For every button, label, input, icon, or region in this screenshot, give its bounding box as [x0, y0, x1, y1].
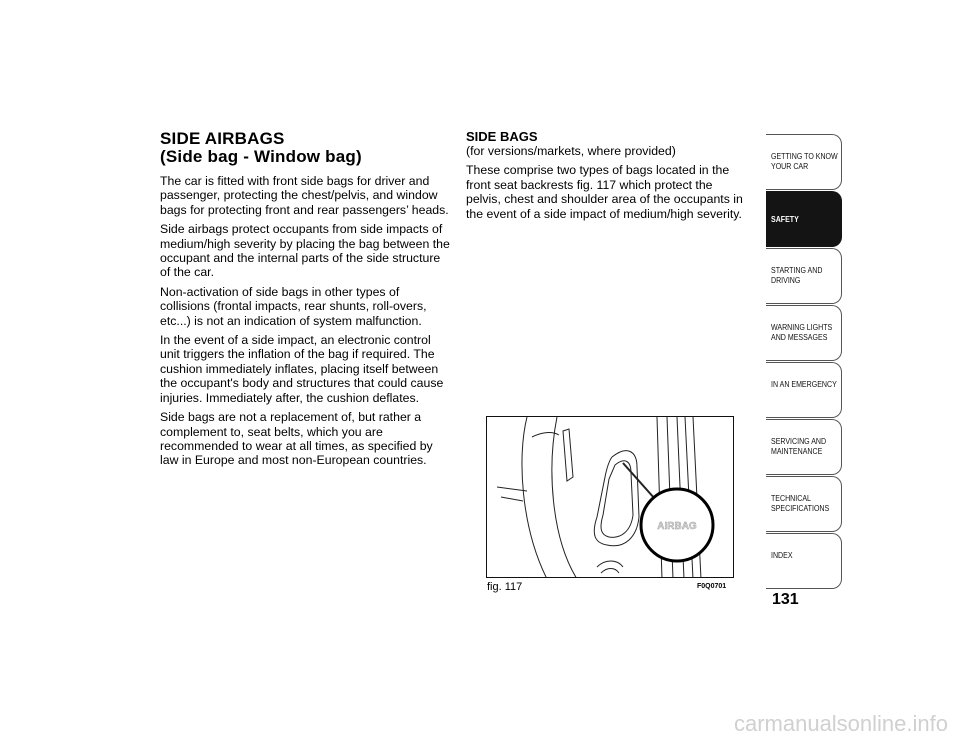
tab-technical-specifications[interactable]	[766, 476, 842, 532]
section-title-line1: SIDE AIRBAGS	[160, 129, 285, 148]
left-column	[160, 130, 450, 473]
tab-label: SERVICING AND MAINTENANCE	[771, 436, 827, 456]
paragraph: The car is fitted with front side bags for driver and passenger, protecting the chest/pelvis, and window bags for protecting front and rear passengers’ heads.	[160, 174, 449, 217]
paragraph: Side bags are not a replacement of, but rather a complement to, seat belts, which you are recommended to wear at all times, as specified by law in Europe and most non-European countries.	[160, 410, 433, 468]
watermark: carmanualsonline.info	[733, 711, 948, 736]
airbag-label: AIRBAG	[657, 521, 697, 532]
tab-getting-to-know-your-car[interactable]	[766, 134, 842, 190]
paragraph: Side airbags protect occupants from side impacts of medium/high severity by placing the bag between the occupant and the internal parts of the side structure of the car.	[160, 222, 450, 280]
tab-warning-lights-and-messages[interactable]	[766, 305, 842, 361]
tab-label: SAFETY	[771, 214, 799, 224]
paragraph: Non-activation of side bags in other types of collisions (frontal impacts, rear shunts, roll-overs, etc...) is not an indication of system malfunction.	[160, 284, 427, 328]
tab-starting-and-driving[interactable]	[766, 248, 842, 304]
chapter-tabs	[766, 134, 842, 590]
figure-seat-airbag	[486, 416, 734, 578]
figure-caption: fig. 117	[487, 581, 523, 593]
tab-safety[interactable]	[766, 191, 842, 247]
figure-code: F0Q0701	[697, 583, 727, 590]
tab-label: WARNING LIGHTS AND MESSAGES	[771, 322, 833, 342]
tab-label: GETTING TO KNOW YOUR CAR	[771, 151, 838, 171]
tab-index[interactable]	[766, 533, 842, 589]
tab-servicing-and-maintenance[interactable]	[766, 419, 842, 475]
versions-note: (for versions/markets, where provided)	[466, 144, 676, 158]
seat-illustration	[487, 417, 734, 578]
paragraph: These comprise two types of bags located in the front seat backrests fig. 117 which protect the pelvis, chest and shoulder area of the occupants in the event of a side impact of medium/high severity.	[466, 163, 743, 221]
tab-label: TECHNICAL SPECIFICATIONS	[771, 493, 830, 513]
tab-label: IN AN EMERGENCY	[771, 379, 837, 389]
tab-in-an-emergency[interactable]	[766, 362, 842, 418]
subsection-heading: SIDE BAGS	[466, 129, 538, 144]
page-number: 131	[772, 591, 799, 608]
paragraph: In the event of a side impact, an electronic control unit triggers the inflation of the bag if required. The cushion immediately inflates, placing itself between the occupant's body and structures that could cause injuries. Immediately after, the cushion deflates.	[160, 333, 444, 405]
section-title-line2: (Side bag - Window bag)	[160, 147, 362, 166]
tab-label: INDEX	[771, 550, 793, 560]
right-column	[466, 130, 746, 226]
tab-label: STARTING AND DRIVING	[771, 265, 823, 285]
section-title	[160, 130, 450, 166]
